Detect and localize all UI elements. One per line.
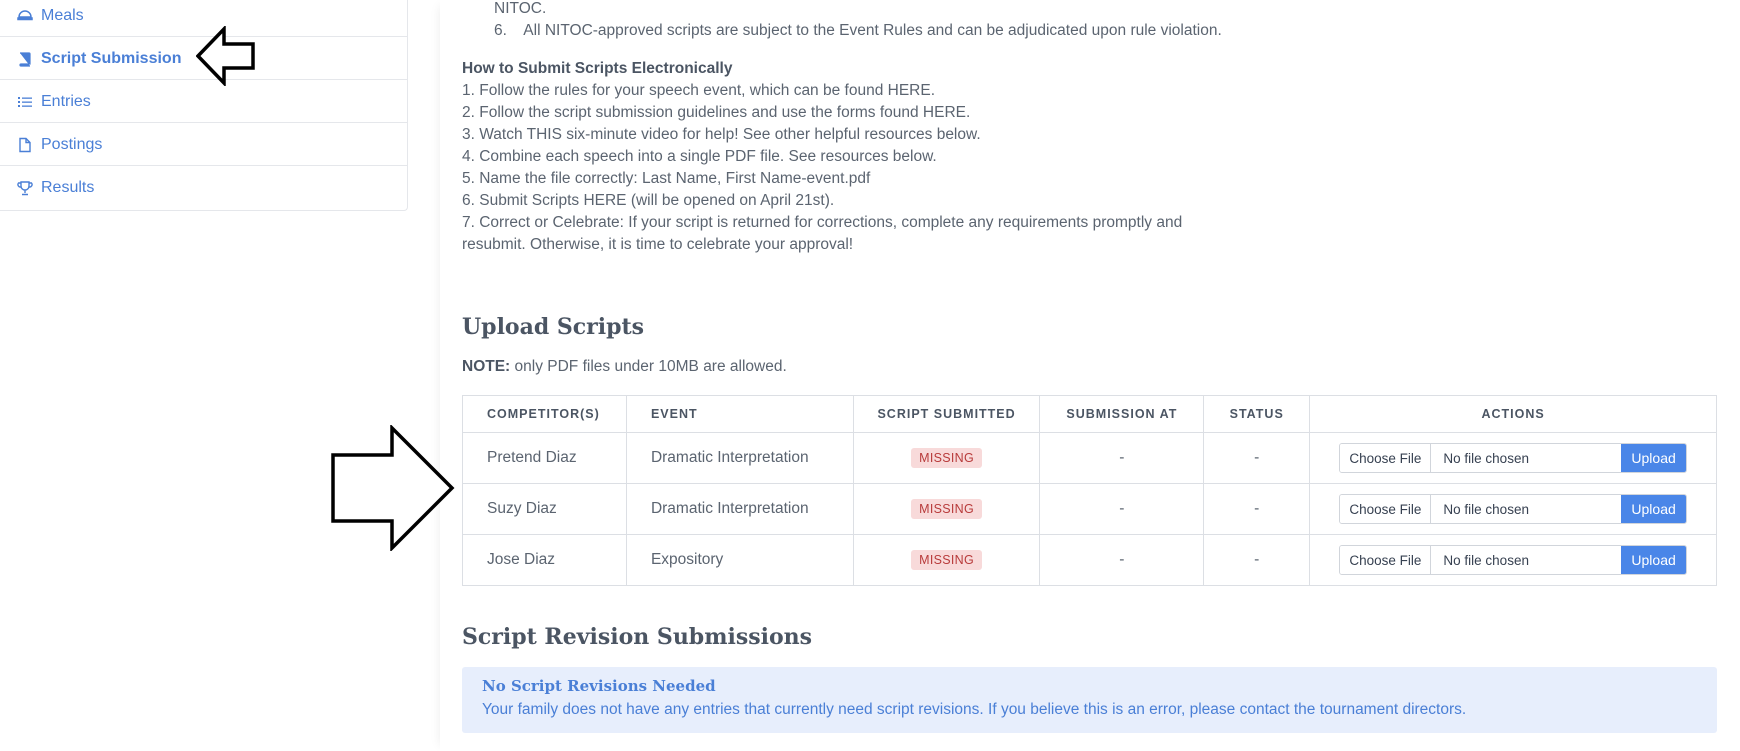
submitted-cell [853, 535, 1040, 586]
file-input[interactable] [1339, 545, 1686, 575]
table-row [463, 433, 1717, 484]
sidebar-item-label: Results [41, 179, 95, 196]
upload-note-label: NOTE: [462, 358, 511, 375]
scripts-table [462, 395, 1717, 586]
actions-cell [1310, 535, 1717, 586]
how-to-step: 2. Follow the script submission guidelines and use the forms found HERE. [462, 104, 971, 121]
table-row [463, 484, 1717, 535]
table-header-row [463, 396, 1717, 433]
competitor-cell: Jose Diaz [463, 535, 627, 586]
right-arrow-annotation-icon [330, 425, 456, 551]
how-to-step: 1. Follow the rules for your speech event, which can be found HERE. [462, 82, 935, 99]
sidebar-item-results[interactable] [0, 167, 407, 209]
column-header-script-submitted: SCRIPT SUBMITTED [853, 396, 1040, 433]
column-header-submission-at: SUBMISSION AT [1040, 396, 1204, 433]
submitted-cell [853, 484, 1040, 535]
how-to-step: 5. Name the file correctly: Last Name, First Name-event.pdf [462, 170, 871, 187]
column-header-competitors: COMPETITOR(S) [463, 396, 627, 433]
competitor-cell: Suzy Diaz [463, 484, 627, 535]
file-input[interactable] [1339, 494, 1686, 524]
left-arrow-annotation-icon [196, 26, 256, 86]
submission-at-cell: - [1040, 535, 1204, 586]
submission-at-cell: - [1040, 484, 1204, 535]
upload-button[interactable]: Upload [1621, 546, 1685, 574]
how-to-step: 7. Correct or Celebrate: If your script is returned for corrections, complete any requirements promptly and [462, 214, 1183, 231]
sidebar-item-label: Script Submission [41, 49, 182, 67]
trophy-icon [16, 179, 34, 197]
column-header-event: EVENT [626, 396, 853, 433]
meal-icon [16, 7, 34, 25]
how-to-step: resubmit. Otherwise, it is time to celebrate your approval! [462, 236, 854, 253]
sidebar-item-label: Meals [41, 6, 84, 24]
upload-scripts-heading: Upload Scripts [462, 314, 645, 340]
column-header-status: STATUS [1204, 396, 1310, 433]
sidebar-item-entries[interactable] [0, 81, 407, 123]
event-cell: Dramatic Interpretation [626, 484, 853, 535]
file-icon [16, 136, 34, 154]
file-name-display: No file chosen [1443, 552, 1529, 568]
actions-cell [1310, 433, 1717, 484]
missing-badge: MISSING [911, 448, 982, 468]
choose-file-button[interactable]: Choose File [1340, 495, 1431, 523]
no-revisions-alert [462, 667, 1717, 733]
alert-title: No Script Revisions Needed [482, 677, 716, 695]
choose-file-button[interactable]: Choose File [1340, 444, 1431, 472]
how-to-step: 4. Combine each speech into a single PDF file. See resources below. [462, 148, 937, 165]
competitor-cell: Pretend Diaz [463, 433, 627, 484]
sidebar-item-label: Entries [41, 92, 91, 110]
rules-item-6: 6. All NITOC-approved scripts are subject to the Event Rules and can be adjudicated upon rule violation. [494, 22, 1222, 39]
choose-file-button[interactable]: Choose File [1340, 546, 1431, 574]
status-cell: - [1204, 535, 1310, 586]
file-name-display: No file chosen [1443, 501, 1529, 517]
how-to-step: 3. Watch THIS six-minute video for help! See other helpful resources below. [462, 126, 981, 143]
rules-line-nitoc: NITOC. [494, 0, 547, 17]
script-revisions-heading: Script Revision Submissions [462, 624, 813, 650]
sidebar-item-label: Postings [41, 135, 103, 153]
event-cell: Expository [626, 535, 853, 586]
table-row [463, 535, 1717, 586]
how-to-title: How to Submit Scripts Electronically [462, 60, 733, 77]
submitted-cell [853, 433, 1040, 484]
upload-note [462, 358, 787, 376]
file-name-display: No file chosen [1443, 450, 1529, 466]
alert-body: Your family does not have any entries that currently need script revisions. If you believe this is an error, please contact the tournament directors. [482, 701, 1467, 718]
submission-at-cell: - [1040, 433, 1204, 484]
book-icon [16, 50, 34, 68]
how-to-step: 6. Submit Scripts HERE (will be opened on April 21st). [462, 192, 835, 209]
column-header-actions: ACTIONS [1310, 396, 1717, 433]
upload-button[interactable]: Upload [1621, 444, 1685, 472]
file-input[interactable] [1339, 443, 1686, 473]
event-cell: Dramatic Interpretation [626, 433, 853, 484]
status-cell: - [1204, 433, 1310, 484]
actions-cell [1310, 484, 1717, 535]
missing-badge: MISSING [911, 499, 982, 519]
missing-badge: MISSING [911, 550, 982, 570]
sidebar-item-postings[interactable] [0, 124, 407, 166]
upload-note-text: only PDF files under 10MB are allowed. [510, 358, 787, 375]
list-icon [16, 93, 34, 111]
status-cell: - [1204, 484, 1310, 535]
upload-button[interactable]: Upload [1621, 495, 1685, 523]
